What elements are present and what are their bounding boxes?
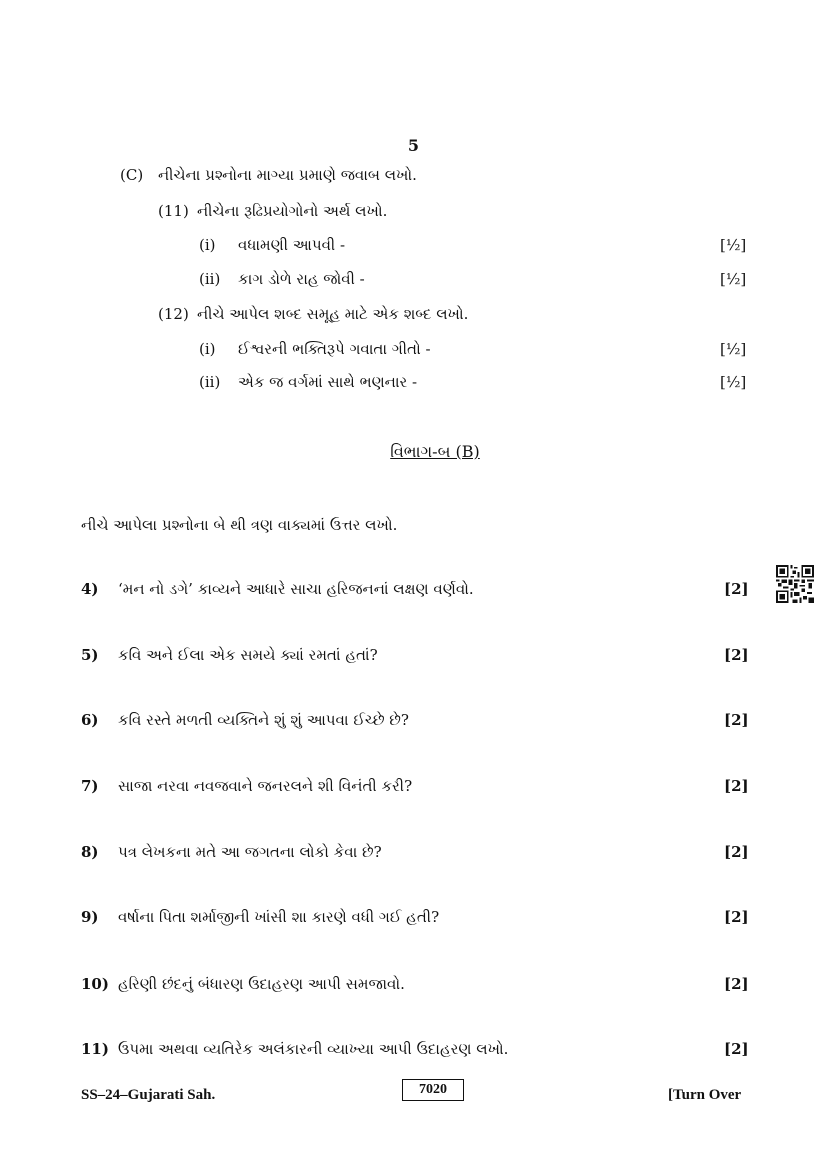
paper-code: SS–24–Gujarati Sah.	[81, 1087, 216, 1103]
q11-item-label: (i)	[199, 236, 216, 254]
question-text: હરિણી છંદનું બંધારણ ઉદાહરણ આપી સમજાવો.	[118, 975, 405, 993]
question-number: 9)	[81, 908, 99, 926]
question-text: વર્ષાના પિતા શર્માજીની ખાંસી શા કારણે વધી ગઈ હતી?	[118, 908, 440, 926]
section-c-instruction: નીચેના પ્રશ્નોના માગ્યા પ્રમાણે જવાબ લખો.	[158, 166, 417, 184]
section-b-heading: વિભાગ-બ (B)	[390, 442, 480, 461]
page-code-box: 7020	[402, 1079, 464, 1101]
q11-item-text: કાગ ડોળે રાહ જોવી -	[238, 270, 365, 288]
question-marks: [2]	[724, 646, 749, 664]
question-marks: [2]	[724, 1040, 749, 1058]
q12-text: નીચે આપેલ શબ્દ સમૂહ માટે એક શબ્દ લખો.	[197, 305, 469, 323]
q11-label: (11)	[158, 202, 189, 220]
question-text: કવિ અને ઈલા એક સમયે ક્યાં રમતાં હતાં?	[118, 646, 378, 664]
question-text: સાજા નરવા નવજવાને જનરલને શી વિનંતી કરી?	[118, 777, 413, 795]
question-text: ઉપમા અથવા વ્યતિરેક અલંકારની વ્યાખ્યા આપી ઉદાહરણ લખો.	[118, 1040, 509, 1058]
section-c-label: (C)	[120, 166, 144, 184]
qr-code-icon	[776, 565, 814, 603]
question-marks: [2]	[724, 843, 749, 861]
q12-item-text: એક જ વર્ગમાં સાથે ભણનાર -	[238, 373, 418, 391]
q12-item-marks: [½]	[720, 373, 747, 391]
question-number: 11)	[81, 1040, 109, 1058]
section-b-instruction: નીચે આપેલા પ્રશ્નોના બે થી ત્રણ વાક્યમાં ઉત્તર લખો.	[81, 516, 398, 534]
q11-item-marks: [½]	[720, 270, 747, 288]
question-number: 7)	[81, 777, 99, 795]
q12-label: (12)	[158, 305, 189, 323]
question-marks: [2]	[724, 908, 749, 926]
q11-text: નીચેના રૂઢિપ્રયોગોનો અર્થ લખો.	[197, 202, 388, 220]
question-marks: [2]	[724, 975, 749, 993]
question-number: 6)	[81, 711, 99, 729]
q12-item-marks: [½]	[720, 340, 747, 358]
question-text: પત્ર લેખકના મતે આ જગતના લોકો કેવા છે?	[118, 843, 382, 861]
question-text: કવિ રસ્તે મળતી વ્યક્તિને શું શું આપવા ઈચ્છે છે?	[118, 711, 409, 729]
q11-item-text: વધામણી આપવી -	[238, 236, 346, 254]
turn-over-label: [Turn Over	[668, 1087, 742, 1103]
question-marks: [2]	[724, 777, 749, 795]
q11-item-label: (ii)	[199, 270, 221, 288]
question-number: 5)	[81, 646, 99, 664]
q12-item-text: ઈશ્વરની ભક્તિરૂપે ગવાતા ગીતો -	[238, 340, 431, 358]
question-number: 4)	[81, 580, 99, 598]
q11-item-marks: [½]	[720, 236, 747, 254]
question-marks: [2]	[724, 580, 749, 598]
question-marks: [2]	[724, 711, 749, 729]
page-number: 5	[407, 136, 420, 155]
question-number: 10)	[81, 975, 109, 993]
q12-item-label: (i)	[199, 340, 216, 358]
question-text: ‘મન નો ડગે’ કાવ્યને આધારે સાચા હરિજનનાં લક્ષણ વર્ણવો.	[118, 580, 474, 598]
q12-item-label: (ii)	[199, 373, 221, 391]
question-number: 8)	[81, 843, 99, 861]
